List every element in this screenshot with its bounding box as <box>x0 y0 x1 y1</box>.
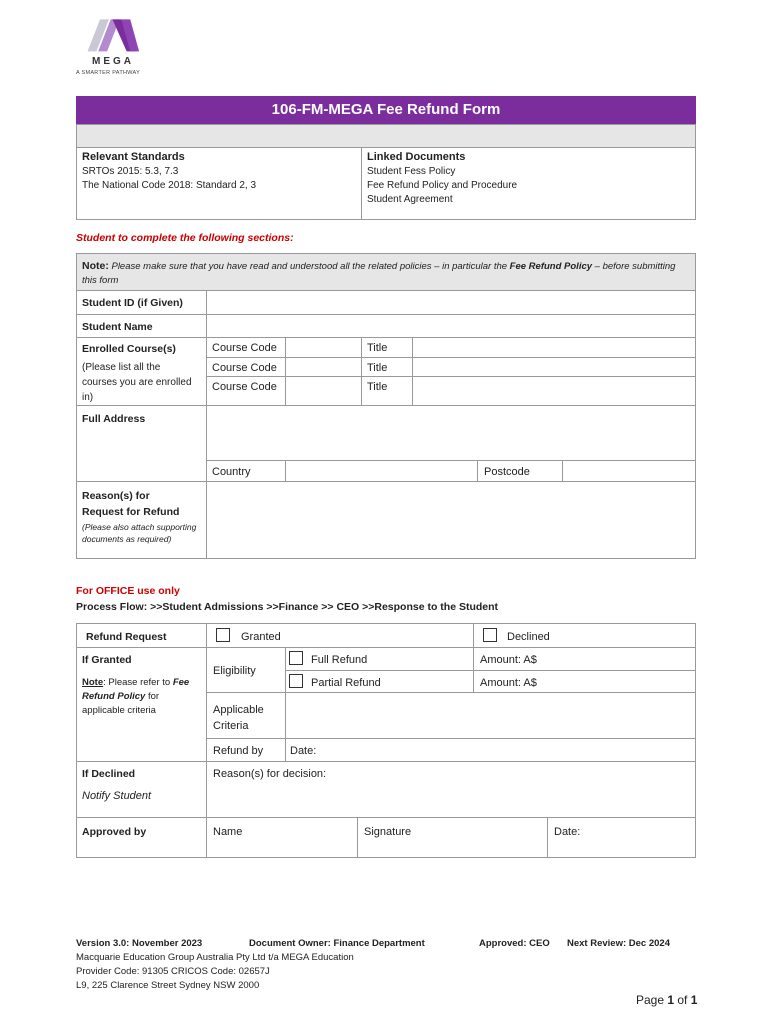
note-body: Please make sure that you have read and understood all the related policies – in particular the <box>108 261 510 272</box>
postcode-label: Postcode <box>484 466 530 478</box>
reason-hint: (Please also attach supporting documents as required) <box>82 522 197 544</box>
page-of: of <box>674 993 691 1007</box>
page-number <box>636 993 697 1007</box>
footer-address: L9, 225 Clarence Street Sydney NSW 2000 <box>76 980 260 991</box>
granted-note <box>82 676 200 718</box>
granted-checkbox[interactable] <box>216 628 230 642</box>
course-code-label-1: Course Code <box>212 342 277 354</box>
note-label: Note: <box>82 260 109 272</box>
footer-provider: Provider Code: 91305 CRICOS Code: 02657J <box>76 966 270 977</box>
granted-note-policy: Fee Refund Policy <box>82 677 190 702</box>
name-label: Name <box>213 826 243 838</box>
student-name-input[interactable] <box>206 314 696 338</box>
page-total: 1 <box>690 993 698 1007</box>
student-id-input[interactable] <box>206 290 696 315</box>
refund-request-label: Refund Request <box>86 631 167 643</box>
linked-doc-1[interactable]: Student Fess Policy <box>367 166 456 177</box>
mega-logo <box>76 14 156 54</box>
logo-wordmark: MEGA <box>92 56 134 67</box>
country-input[interactable] <box>285 460 478 482</box>
process-flow: Process Flow: >>Student Admissions >>Finance >> CEO >>Response to the Student <box>76 601 499 613</box>
course-code-label-3: Course Code <box>212 381 277 393</box>
note-policy: Fee Refund Policy <box>509 261 593 272</box>
student-id-label: Student ID (if Given) <box>82 297 183 309</box>
declined-checkbox[interactable] <box>483 628 497 642</box>
notify-student: Notify Student <box>82 790 152 802</box>
footer-approved: Approved: CEO <box>479 938 550 949</box>
footer-next-review: Next Review: Dec 2024 <box>567 938 670 949</box>
refund-date-input[interactable] <box>285 738 696 762</box>
form-title: 106-FM-MEGA Fee Refund Form <box>76 96 696 124</box>
approval-date-label: Date: <box>554 826 581 838</box>
courses-label: Enrolled Course(s) <box>82 343 176 355</box>
partial-refund-checkbox[interactable] <box>289 674 303 688</box>
address-label: Full Address <box>82 413 146 425</box>
page-current: 1 <box>667 993 675 1007</box>
partial-refund-label: Partial Refund <box>311 677 381 689</box>
course-title-label-2: Title <box>367 362 388 374</box>
office-heading: For OFFICE use only <box>76 585 180 597</box>
granted-label: Granted <box>241 631 281 643</box>
refund-date-label: Date: <box>290 745 317 757</box>
linked-doc-2[interactable]: Fee Refund Policy and Procedure <box>367 180 518 191</box>
page-prefix: Page <box>636 993 668 1007</box>
footer-company: Macquarie Education Group Australia Pty Ltd t/a MEGA Education <box>76 952 354 963</box>
standards-heading: Relevant Standards <box>82 151 185 163</box>
note-tail: – before submitting this form <box>82 261 676 286</box>
title-spacer-row <box>76 124 696 148</box>
course-code-input-1[interactable] <box>285 337 362 358</box>
if-granted-label: If Granted <box>82 654 132 666</box>
course-code-label-2: Course Code <box>212 362 277 374</box>
courses-hint: (Please list all the courses you are enrolled in) <box>82 362 192 403</box>
if-declined-label: If Declined <box>82 768 136 780</box>
address-input[interactable] <box>206 405 696 461</box>
decision-reasons-label: Reason(s) for decision: <box>213 768 327 780</box>
logo-tagline: A SMARTER PATHWAY <box>76 70 141 76</box>
eligibility-label: Eligibility <box>213 665 256 677</box>
course-title-input-2[interactable] <box>412 357 696 377</box>
standards-line-1: SRTOs 2015: 5.3, 7.3 <box>82 166 179 177</box>
footer-owner: Document Owner: Finance Department <box>249 938 425 949</box>
granted-note-tail: for applicable criteria <box>82 691 160 716</box>
course-title-label-3: Title <box>367 381 388 393</box>
full-refund-checkbox[interactable] <box>289 651 303 665</box>
full-refund-label: Full Refund <box>311 654 368 666</box>
standards-line-2: The National Code 2018: Standard 2, 3 <box>82 180 257 191</box>
refund-by-label: Refund by <box>213 745 264 757</box>
amount-partial-label: Amount: A$ <box>480 677 537 689</box>
student-name-label: Student Name <box>82 321 153 333</box>
criteria-label: Applicable Criteria <box>213 704 264 732</box>
note-text <box>82 259 687 288</box>
granted-note-text: : Please refer to <box>103 677 171 688</box>
reason-input[interactable] <box>206 481 696 559</box>
granted-note-label: Note <box>82 677 104 688</box>
criteria-input[interactable] <box>285 692 696 739</box>
declined-label: Declined <box>507 631 550 643</box>
footer-version: Version 3.0: November 2023 <box>76 938 203 949</box>
reason-label: Reason(s) for Request for Refund <box>82 490 180 518</box>
linked-doc-3[interactable]: Student Agreement <box>367 194 453 205</box>
signature-label: Signature <box>364 826 412 838</box>
postcode-input[interactable] <box>562 460 696 482</box>
linked-heading: Linked Documents <box>367 151 466 163</box>
course-title-input-3[interactable] <box>412 376 696 406</box>
approved-by-label: Approved by <box>82 826 147 838</box>
course-title-input-1[interactable] <box>412 337 696 358</box>
amount-full-label: Amount: A$ <box>480 654 537 666</box>
country-label: Country <box>212 466 251 478</box>
course-code-input-3[interactable] <box>285 376 362 406</box>
course-title-label-1: Title <box>367 342 388 354</box>
student-section-heading: Student to complete the following sections: <box>76 232 294 244</box>
course-code-input-2[interactable] <box>285 357 362 377</box>
